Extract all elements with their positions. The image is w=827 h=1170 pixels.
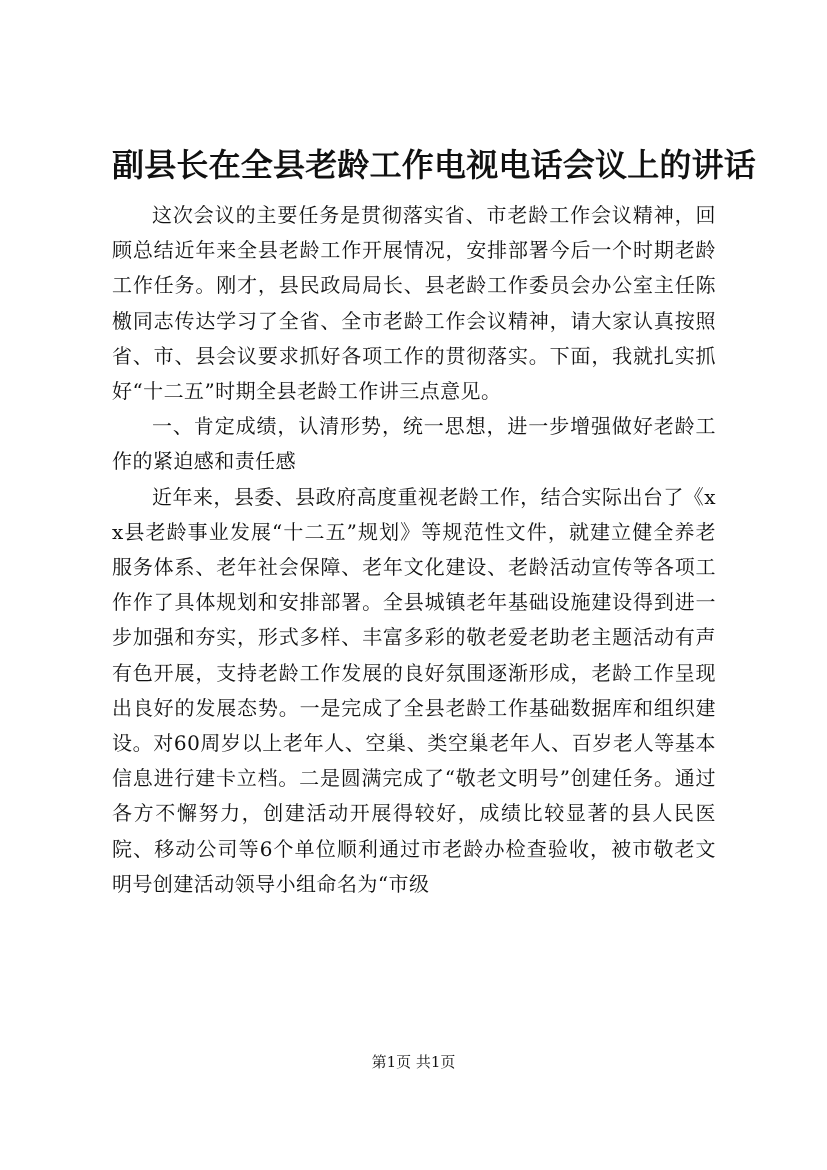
paragraph-achievements: 近年来，县委、县政府高度重视老龄工作，结合实际出台了《xx县老龄事业发展“十二五”规划》等规范性文件，就建立健全养老服务体系、老年社会保障、老年文化建设、老龄活动宣传等各项工作作了具体规划和安排部署。全县城镇老年基础设施建设得到进一步加强和夯实，形式多样、丰富多彩的敬老爱老助老主题活动有声有色开展，支持老龄工作发展的良好氛围逐渐形成，老龄工作呈现出良好的发展态势。一是完成了全县老龄工作基础数据库和组织建设。对60周岁以上老年人、空巢、类空巢老年人、百岁老人等基本信息进行建卡立档。二是圆满完成了“敬老文明号”创建任务。通过各方不懈努力，创建活动开展得较好，成绩比较显著的县人民医院、移动公司等6个单位顺利通过市老龄办检查验收，被市敬老文明号创建活动领导小组命名为“市级 (112, 484, 716, 896)
paragraph-intro: 这次会议的主要任务是贯彻落实省、市老龄工作会议精神，回顾总结近年来全县老龄工作开展情况，安排部署今后一个时期老龄工作任务。刚才，县民政局局长、县老龄工作委员会办公室主任陈檄同志传达学习了全省、全市老龄工作会议精神，请大家认真按照省、市、县会议要求抓好各项工作的贯彻落实。下面，我就扎实抓好“十二五”时期全县老龄工作讲三点意见。 (112, 203, 716, 404)
paragraph-section-heading: 一、肯定成绩，认清形势，统一思想，进一步增强做好老龄工作的紧迫感和责任感 (112, 414, 716, 474)
document-title: 副县长在全县老龄工作电视电话会议上的讲话 (112, 146, 757, 184)
page-footer: 第1页 共1页 (371, 1053, 456, 1071)
document-body (112, 198, 716, 902)
